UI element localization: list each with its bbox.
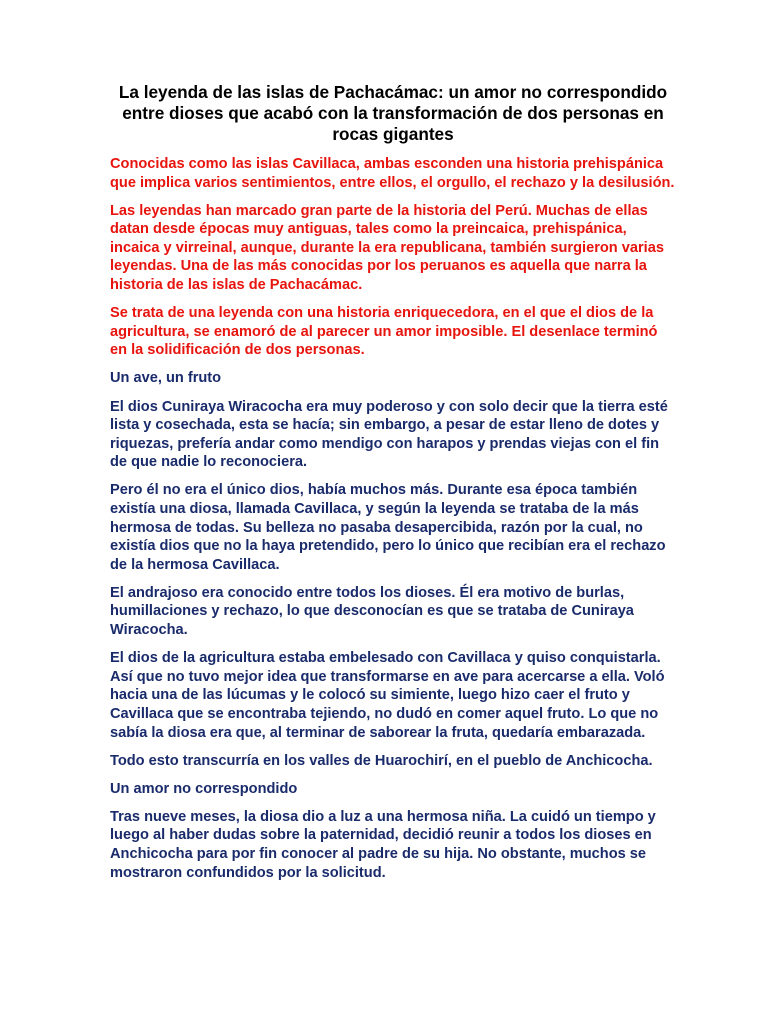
section-heading-ave-fruto: Un ave, un fruto [110, 370, 222, 387]
lead-paragraph-1: Conocidas como las islas Cavillaca, ambas esconden una historia prehispánica que implica varios sentimientos, entre ellos, el orgullo, el rechazo y la desilusión. [110, 156, 675, 191]
body-paragraph-1: El dios Cuniraya Wiracocha era muy poderoso y con solo decir que la tierra esté lista y cosechada, esta se hacía; sin embargo, a pesar de estar lleno de dotes y riquezas, prefería andar como mendigo con harapos y prendas viejas con el fin de que nadie lo reconociera. [110, 398, 668, 471]
body-paragraph-4: El dios de la agricultura estaba embelesado con Cavillaca y quiso conquistarla. Así que no tuvo mejor idea que transformarse en ave para acercarse a ella. Voló hacia una de las lúcumas y le colocó su simiente, luego hizo caer el fruto y Cavillaca que se encontraba tejiendo, no dudó en comer aquel fruto. Lo que no sabía la diosa era que, al terminar de saborear la fruta, quedaría embarazada. [110, 650, 665, 741]
body-paragraph-6: Tras nueve meses, la diosa dio a luz a una hermosa niña. La cuidó un tiempo y luego al haber dudas sobre la paternidad, decidió reunir a todos los dioses en Anchicocha para por fin conocer al padre de su hija. No obstante, muchos se mostraron confundidos por la solicitud. [110, 808, 656, 881]
lead-paragraph-2: Las leyendas han marcado gran parte de la historia del Perú. Muchas de ellas datan desde épocas muy antiguas, tales como la preincaica, prehispánica, incaica y virreinal, aunque, durante la era republicana, también surgieron varias leyendas. Una de las más conocidas por los peruanos es aquella que narra la historia de las islas de Pachacámac. [110, 202, 664, 294]
lead-paragraph-3: Se trata de una leyenda con una historia enriquecedora, en el que el dios de la agricultura, se enamoró de al parecer un amor imposible. El desenlace terminó en la solidificación de dos personas. [110, 305, 658, 359]
body-paragraph-2: Pero él no era el único dios, había muchos más. Durante esa época también existía una diosa, llamada Cavillaca, y según la leyenda se trataba de la más hermosa de todas. Su belleza no pasaba desapercibida, razón por la cual, no existía dios que no la haya pretendido, pero lo único que recibían era el rechazo de la hermosa Cavillaca. [110, 482, 666, 573]
section-heading-amor: Un amor no correspondido [110, 780, 298, 797]
document-title: La leyenda de las islas de Pachacámac: un amor no correspondido entre dioses que acabó con la transformación de dos personas en rocas gigantes [118, 82, 668, 144]
body-paragraph-3: El andrajoso era conocido entre todos los dioses. Él era motivo de burlas, humillaciones y rechazo, lo que desconocían es que se trataba de Cuniraya Wiracocha. [110, 584, 634, 639]
body-paragraph-5: Todo esto transcurría en los valles de Huarochirí, en el pueblo de Anchicocha. [110, 752, 653, 769]
